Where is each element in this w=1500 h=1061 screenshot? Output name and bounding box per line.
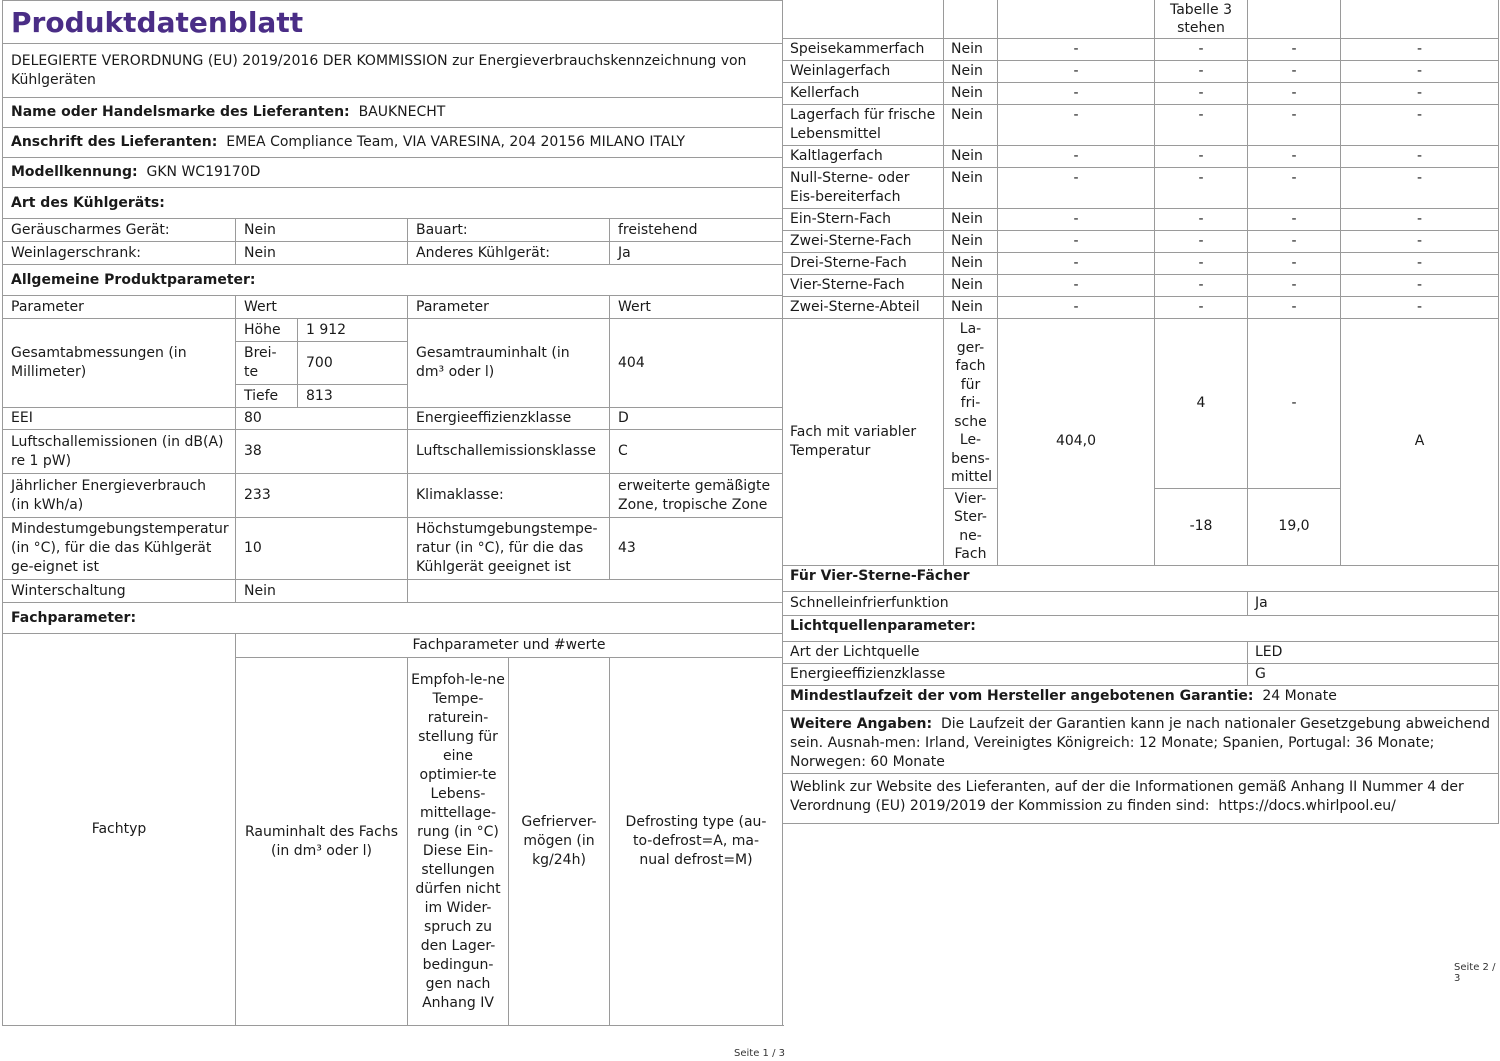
compartment-cell: - bbox=[1248, 231, 1341, 253]
compartment-row bbox=[783, 275, 1499, 297]
fach-column-type: Fachtyp bbox=[3, 634, 236, 1026]
variable-four-star-temp: -18 bbox=[1155, 488, 1248, 565]
device-type-value: freistehend bbox=[610, 219, 783, 242]
compartment-cell: - bbox=[1155, 168, 1248, 209]
param-value: 233 bbox=[236, 474, 408, 518]
weblink-url[interactable]: https://docs.whirlpool.eu/ bbox=[1218, 797, 1396, 814]
compartment-row bbox=[783, 61, 1499, 83]
compartment-cell: - bbox=[1155, 275, 1248, 297]
compartment-row bbox=[783, 253, 1499, 275]
fach-group-header: Fachparameter und #werte bbox=[236, 634, 783, 658]
compartment-cell: - bbox=[998, 297, 1155, 319]
page-number-left: Seite 1 / 3 bbox=[734, 1048, 785, 1059]
compartment-name: Speisekammerfach bbox=[783, 39, 944, 61]
device-type-value: Ja bbox=[610, 242, 783, 265]
light-class-row bbox=[783, 663, 1499, 685]
device-type-label: Anderes Kühlgerät: bbox=[408, 242, 610, 265]
fach-column-volume: Rauminhalt des Fachs (in dm³ oder l) bbox=[236, 658, 408, 1026]
fast-freeze-value: Ja bbox=[1248, 591, 1499, 615]
compartment-row bbox=[783, 105, 1499, 146]
param-label: Luftschallemissionen (in dB(A) re 1 pW) bbox=[3, 430, 236, 474]
page-number-right: Seite 2 / 3 bbox=[1454, 962, 1496, 984]
page-title: Produktdatenblatt bbox=[3, 1, 783, 44]
fast-freeze-row bbox=[783, 591, 1499, 615]
fach-column-temperature: Empfoh-le-ne Tempe-raturein-stellung für eine optimier-te Lebens-mittellage-rung (in °C) Diese Ein-stellungen dürfen nicht im Wider-spruch zu den Lager-bedingun-gen nach Anhang IV bbox=[408, 658, 509, 1026]
device-type-label: Geräuscharmes Gerät: bbox=[3, 219, 236, 242]
compartment-flag: Nein bbox=[944, 39, 998, 61]
param-value: 38 bbox=[236, 430, 408, 474]
param-value: 10 bbox=[236, 518, 408, 580]
column-header-parameter: Parameter bbox=[408, 296, 610, 319]
param-label: Mindestumgebungstemperatur (in °C), für die das Kühlgerät ge-eignet ist bbox=[3, 518, 236, 580]
compartment-cell: - bbox=[1341, 168, 1499, 209]
compartment-row bbox=[783, 39, 1499, 61]
compartment-cell: - bbox=[998, 83, 1155, 105]
variable-volume: 404,0 bbox=[998, 319, 1155, 566]
compartment-name: Null-Sterne- oder Eis-bereiterfach bbox=[783, 168, 944, 209]
four-star-heading: Für Vier-Sterne-Fächer bbox=[783, 565, 1499, 591]
compartment-cell: - bbox=[1248, 209, 1341, 231]
compartment-cell: - bbox=[1155, 105, 1248, 146]
winter-value: Nein bbox=[236, 580, 408, 603]
param-label: Jährlicher Energieverbrauch (in kWh/a) bbox=[3, 474, 236, 518]
compartment-cell: - bbox=[1155, 146, 1248, 168]
warranty-value: 24 Monate bbox=[1262, 687, 1337, 704]
empty-cell bbox=[408, 580, 783, 603]
compartment-cell: - bbox=[1155, 61, 1248, 83]
left-page bbox=[2, 0, 782, 1038]
compartment-cell: - bbox=[1248, 146, 1341, 168]
compartment-cell: - bbox=[1248, 61, 1341, 83]
compartment-cell: - bbox=[1248, 39, 1341, 61]
light-class-label: Energieeffizienzklasse bbox=[783, 663, 1248, 685]
compartment-cell: - bbox=[998, 231, 1155, 253]
supplier-address-value: EMEA Compliance Team, VIA VARESINA, 204 20156 MILANO ITALY bbox=[226, 134, 686, 150]
device-type-value: Nein bbox=[236, 219, 408, 242]
compartment-cell: - bbox=[1341, 253, 1499, 275]
compartment-row bbox=[783, 146, 1499, 168]
more-info-label: Weitere Angaben: bbox=[790, 715, 933, 732]
device-type-row bbox=[3, 242, 783, 265]
variable-compartment-row bbox=[783, 319, 1499, 489]
compartment-cell: - bbox=[1341, 146, 1499, 168]
general-param-row bbox=[3, 474, 783, 518]
model-row bbox=[3, 158, 783, 188]
variable-sub-four-star: Vier-Ster-ne-Fach bbox=[944, 488, 998, 565]
compartment-cell: - bbox=[1341, 275, 1499, 297]
winter-label: Winterschaltung bbox=[3, 580, 236, 603]
compartment-cell: - bbox=[1341, 83, 1499, 105]
supplier-name-value: BAUKNECHT bbox=[358, 104, 446, 120]
variable-defrost: A bbox=[1341, 319, 1499, 566]
compartment-flag: Nein bbox=[944, 61, 998, 83]
compartment-row bbox=[783, 231, 1499, 253]
param-label: Luftschallemissionsklasse bbox=[408, 430, 610, 474]
weblink-row bbox=[783, 773, 1499, 823]
compartment-row bbox=[783, 297, 1499, 319]
warranty-label: Mindestlaufzeit der vom Hersteller angebotenen Garantie: bbox=[790, 687, 1254, 704]
compartment-name: Kaltlagerfach bbox=[783, 146, 944, 168]
regulation-text: DELEGIERTE VERORDNUNG (EU) 2019/2016 DER KOMMISSION zur Energieverbrauchskennzeichnung von Kühlgeräten bbox=[3, 44, 783, 98]
compartment-cell: - bbox=[998, 253, 1155, 275]
device-type-label: Bauart: bbox=[408, 219, 610, 242]
compartment-cell: - bbox=[1341, 61, 1499, 83]
fach-params-heading: Fachparameter: bbox=[3, 603, 783, 634]
more-info-row bbox=[783, 710, 1499, 773]
compartment-cell: - bbox=[1155, 253, 1248, 275]
compartment-cell: - bbox=[998, 39, 1155, 61]
light-class-value: G bbox=[1248, 663, 1499, 685]
winter-row bbox=[3, 580, 783, 603]
compartment-cell: - bbox=[1248, 105, 1341, 146]
total-volume-label: Gesamtrauminhalt (in dm³ oder l) bbox=[408, 319, 610, 408]
column-header-parameter: Parameter bbox=[3, 296, 236, 319]
compartment-cell: - bbox=[1155, 231, 1248, 253]
compartment-cell: - bbox=[1155, 297, 1248, 319]
light-type-row bbox=[783, 641, 1499, 663]
dimension-value-height: 1 912 bbox=[298, 319, 408, 342]
compartment-row bbox=[783, 168, 1499, 209]
compartment-name: Ein-Stern-Fach bbox=[783, 209, 944, 231]
variable-fresh-freeze: - bbox=[1248, 319, 1341, 489]
compartment-cell: - bbox=[1248, 253, 1341, 275]
dimensions-label: Gesamtabmessungen (in Millimeter) bbox=[3, 319, 236, 408]
dimension-label-depth: Tiefe bbox=[236, 385, 298, 408]
compartment-cell: - bbox=[1248, 297, 1341, 319]
compartment-cell: - bbox=[998, 275, 1155, 297]
param-value: erweiterte gemäßigte Zone, tropische Zone bbox=[610, 474, 783, 518]
column-header-value: Wert bbox=[236, 296, 408, 319]
fach-column-freezing: Gefrierver-mögen (in kg/24h) bbox=[509, 658, 610, 1026]
compartment-cell: - bbox=[1155, 83, 1248, 105]
param-value: 43 bbox=[610, 518, 783, 580]
compartment-flag: Nein bbox=[944, 231, 998, 253]
warranty-row bbox=[783, 685, 1499, 710]
compartment-cell: - bbox=[998, 146, 1155, 168]
dimension-value-width: 700 bbox=[298, 342, 408, 385]
variable-sub-fresh: La-ger-fach für fri-sche Le-bens-mittel bbox=[944, 319, 998, 489]
compartment-cell: - bbox=[1155, 39, 1248, 61]
general-param-row bbox=[3, 430, 783, 474]
model-value: GKN WC19170D bbox=[146, 164, 261, 180]
compartment-cell: - bbox=[1248, 168, 1341, 209]
compartment-flag: Nein bbox=[944, 146, 998, 168]
compartment-name: Lagerfach für frische Lebensmittel bbox=[783, 105, 944, 146]
total-volume-value: 404 bbox=[610, 319, 783, 408]
param-value: D bbox=[610, 408, 783, 430]
compartment-cell: - bbox=[998, 105, 1155, 146]
supplier-address-label: Anschrift des Lieferanten: bbox=[11, 134, 218, 150]
compartment-cell: - bbox=[1341, 39, 1499, 61]
dimension-label-width: Brei-te bbox=[236, 342, 298, 385]
compartment-name: Zwei-Sterne-Abteil bbox=[783, 297, 944, 319]
compartment-flag: Nein bbox=[944, 209, 998, 231]
weblink-text: Weblink zur Website des Lieferanten, auf der die Informationen gemäß Anhang II Nummer 4 der Verordnung (EU) 2019/2019 der Kommission zu finden sind: bbox=[790, 778, 1464, 814]
compartment-cell: - bbox=[1248, 275, 1341, 297]
fach-column-defrost: Defrosting type (au-to-defrost=A, ma-nual defrost=M) bbox=[610, 658, 783, 1026]
compartment-name: Weinlagerfach bbox=[783, 61, 944, 83]
param-label: Energieeffizienzklasse bbox=[408, 408, 610, 430]
header-table3: Tabelle 3 stehen bbox=[1155, 0, 1248, 39]
compartment-flag: Nein bbox=[944, 83, 998, 105]
light-type-label: Art der Lichtquelle bbox=[783, 641, 1248, 663]
compartment-name: Kellerfach bbox=[783, 83, 944, 105]
compartment-cell: - bbox=[998, 168, 1155, 209]
right-page bbox=[782, 0, 1498, 814]
compartment-cell: - bbox=[998, 209, 1155, 231]
param-value: C bbox=[610, 430, 783, 474]
general-params-heading: Allgemeine Produktparameter: bbox=[3, 265, 783, 296]
compartment-name: Vier-Sterne-Fach bbox=[783, 275, 944, 297]
compartment-flag: Nein bbox=[944, 275, 998, 297]
device-type-row bbox=[3, 219, 783, 242]
compartment-flag: Nein bbox=[944, 105, 998, 146]
compartment-flag: Nein bbox=[944, 253, 998, 275]
compartment-name: Zwei-Sterne-Fach bbox=[783, 231, 944, 253]
device-type-label: Weinlagerschrank: bbox=[3, 242, 236, 265]
model-label: Modellkennung: bbox=[11, 164, 138, 180]
supplier-address-row bbox=[3, 128, 783, 158]
general-param-row bbox=[3, 408, 783, 430]
device-type-heading: Art des Kühlgeräts: bbox=[3, 188, 783, 219]
compartment-table bbox=[782, 0, 1499, 824]
variable-compartment-name: Fach mit variabler Temperatur bbox=[783, 319, 944, 566]
compartment-cell: - bbox=[1341, 209, 1499, 231]
general-params-header-row bbox=[3, 296, 783, 319]
compartment-flag: Nein bbox=[944, 297, 998, 319]
variable-four-star-freeze: 19,0 bbox=[1248, 488, 1341, 565]
param-label: Klimaklasse: bbox=[408, 474, 610, 518]
dimension-label-height: Höhe bbox=[236, 319, 298, 342]
device-type-value: Nein bbox=[236, 242, 408, 265]
compartment-cell: - bbox=[1155, 209, 1248, 231]
compartment-row bbox=[783, 83, 1499, 105]
product-sheet-table bbox=[2, 0, 783, 1026]
compartment-cell: - bbox=[1341, 297, 1499, 319]
compartment-row bbox=[783, 209, 1499, 231]
more-info-text: Die Laufzeit der Garantien kann je nach nationaler Gesetzgebung abweichend sein. Ausnah-men: Irland, Vereinigtes Königreich: 12 Monate; Spanien, Portugal: 36 Monate; Norwegen: 60 Monate bbox=[790, 715, 1490, 770]
general-param-row bbox=[3, 518, 783, 580]
compartment-flag: Nein bbox=[944, 168, 998, 209]
column-header-value: Wert bbox=[610, 296, 783, 319]
compartment-cell: - bbox=[1248, 83, 1341, 105]
param-label: EEI bbox=[3, 408, 236, 430]
compartment-cell: - bbox=[1341, 105, 1499, 146]
compartment-name: Drei-Sterne-Fach bbox=[783, 253, 944, 275]
compartment-header-row bbox=[783, 0, 1499, 39]
light-heading: Lichtquellenparameter: bbox=[783, 615, 1499, 641]
compartment-cell: - bbox=[1341, 231, 1499, 253]
supplier-name-row bbox=[3, 98, 783, 128]
param-label: Höchstumgebungstempe-ratur (in °C), für die das Kühlgerät geeignet ist bbox=[408, 518, 610, 580]
dimension-value-depth: 813 bbox=[298, 385, 408, 408]
variable-fresh-temp: 4 bbox=[1155, 319, 1248, 489]
supplier-name-label: Name oder Handelsmarke des Lieferanten: bbox=[11, 104, 350, 120]
compartment-cell: - bbox=[998, 61, 1155, 83]
param-value: 80 bbox=[236, 408, 408, 430]
fast-freeze-label: Schnelleinfrierfunktion bbox=[783, 591, 1248, 615]
light-type-value: LED bbox=[1248, 641, 1499, 663]
